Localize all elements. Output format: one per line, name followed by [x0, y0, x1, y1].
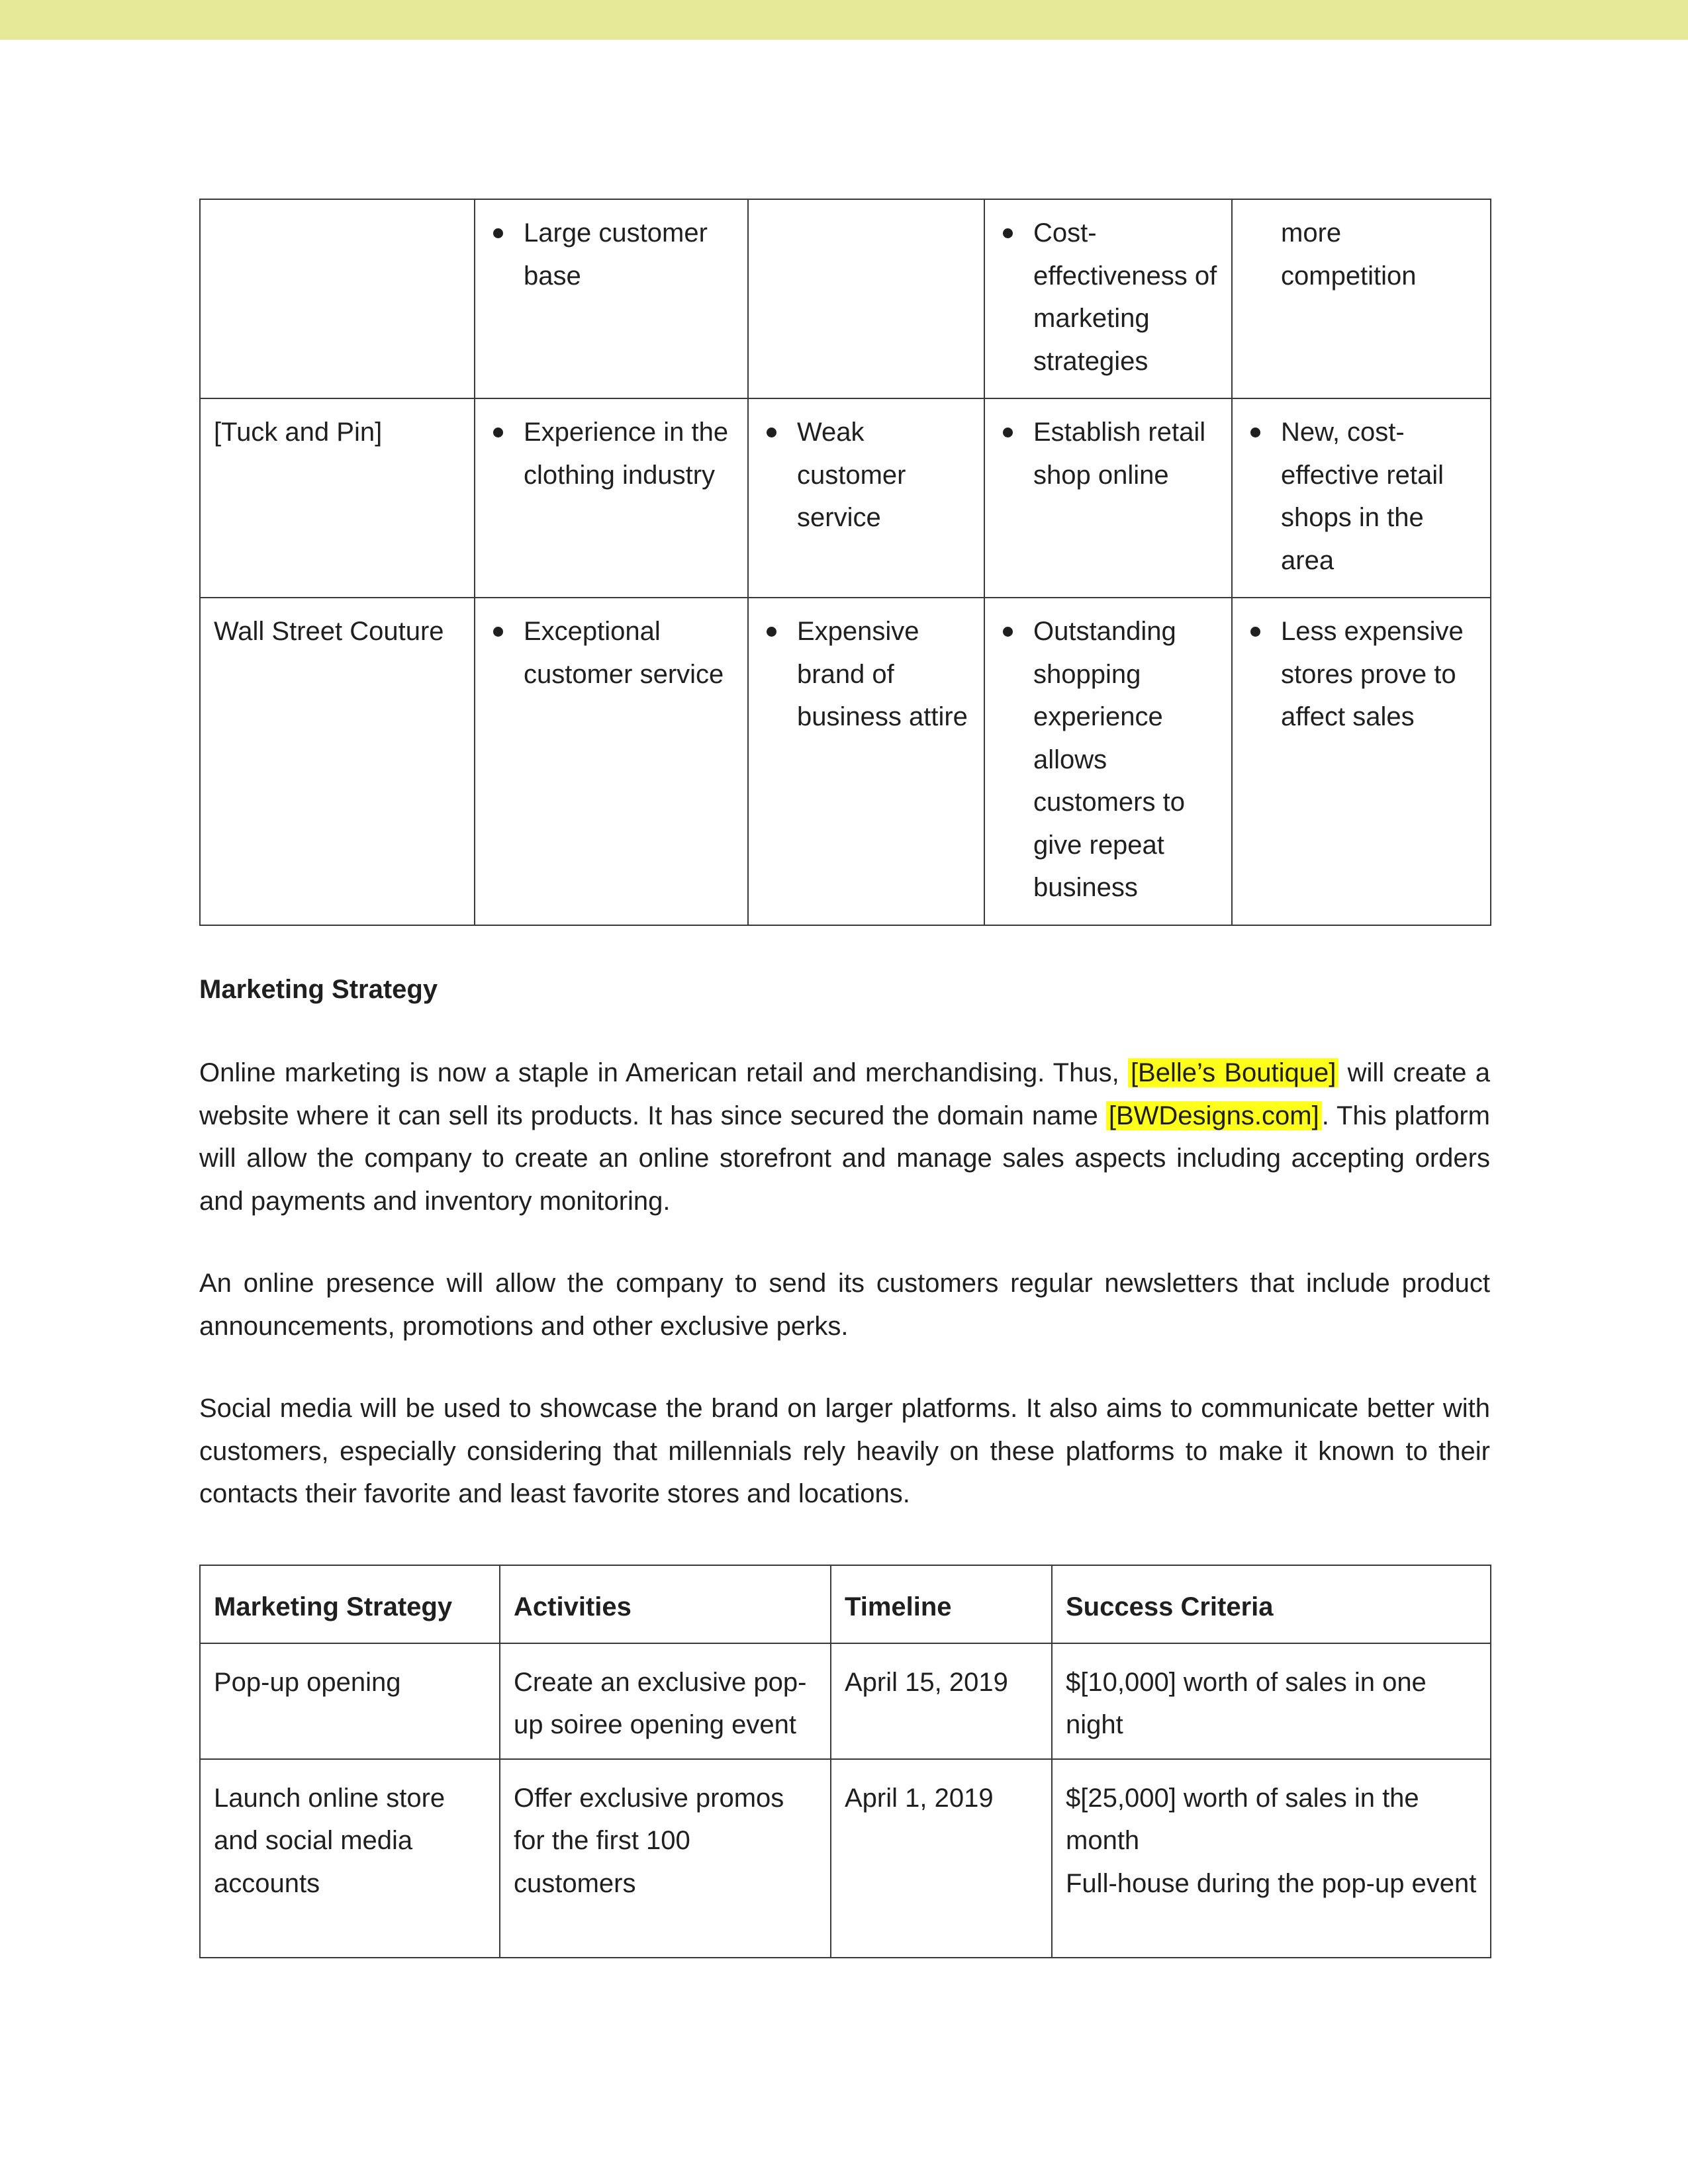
strengths-cell	[475, 199, 748, 398]
domain-name-highlight: [BWDesigns.com]	[1106, 1101, 1322, 1130]
criteria-line: $[10,000] worth of sales in one night	[1066, 1667, 1427, 1739]
header-cell: Marketing Strategy	[200, 1565, 500, 1643]
paragraph-social-media: Social media will be used to showcase the brand on larger platforms. It also aims to communicate better with customers, especially considering that millennials rely heavily on these platforms to make it known to their contacts their favorite and least favorite stores and locations.	[199, 1394, 1490, 1508]
competitor-cell: Wall Street Couture	[200, 598, 475, 925]
opportunities-cell	[984, 398, 1232, 598]
timeline-cell: April 1, 2019	[831, 1759, 1052, 1958]
list-item: Cost-effectiveness of marketing strategies	[998, 212, 1218, 383]
opportunities-cell	[984, 598, 1232, 925]
section-heading: Marketing Strategy	[199, 975, 438, 1004]
table-row	[200, 1759, 1491, 1958]
opportunities-cell	[984, 199, 1232, 398]
header-cell: Timeline	[831, 1565, 1052, 1643]
paragraph-text: Online marketing is now a staple in American retail and merchandising. Thus,	[199, 1058, 1128, 1087]
paragraph-text: will create a website where it can sell its products. It has since secured the domain name	[199, 1058, 1491, 1130]
top-color-band	[0, 0, 1688, 40]
threats-cell	[1232, 199, 1491, 398]
paragraph-text: . This platform will allow the company to create an online storefront and manage sales aspects including accepting orders and payments and inventory monitoring.	[199, 1101, 1490, 1216]
page-content	[199, 199, 1490, 1958]
table-row	[200, 598, 1491, 925]
list-item: New, cost-effective retail shops in the area	[1246, 411, 1477, 582]
header-cell: Success Criteria	[1052, 1565, 1491, 1643]
criteria-line: Full-house during the pop-up event	[1066, 1868, 1477, 1898]
header-cell: Activities	[500, 1565, 831, 1643]
strengths-cell	[475, 598, 748, 925]
list-item: Expensive brand of business attire	[762, 610, 970, 739]
list-item: Outstanding shopping experience allows customers to give repeat business	[998, 610, 1218, 909]
activities-cell: Create an exclusive pop-up soiree opening event	[500, 1643, 831, 1759]
marketing-strategy-table	[199, 1565, 1491, 1958]
company-name-highlight: [Belle’s Boutique]	[1128, 1058, 1338, 1087]
paragraph-online-marketing	[199, 1052, 1490, 1222]
list-item: Less expensive stores prove to affect sales	[1246, 610, 1477, 739]
paragraph-online-presence: An online presence will allow the company to send its customers regular newsletters that include product announcements, promotions and other exclusive perks.	[199, 1269, 1490, 1341]
strengths-cell	[475, 398, 748, 598]
criteria-cell	[1052, 1643, 1491, 1759]
table-row	[200, 398, 1491, 598]
competitor-analysis-table	[199, 199, 1491, 926]
threats-cell	[1232, 598, 1491, 925]
criteria-cell	[1052, 1759, 1491, 1958]
timeline-cell: April 15, 2019	[831, 1643, 1052, 1759]
table-row	[200, 1643, 1491, 1759]
criteria-line: $[25,000] worth of sales in the month	[1066, 1783, 1419, 1855]
list-item: Exceptional customer service	[489, 610, 734, 696]
table-header-row	[200, 1565, 1491, 1643]
threats-cell	[1232, 398, 1491, 598]
weaknesses-cell	[748, 199, 984, 398]
list-item: Large customer base	[489, 212, 734, 297]
list-item: Weak customer service	[762, 411, 970, 539]
list-item: Experience in the clothing industry	[489, 411, 734, 496]
weaknesses-cell	[748, 398, 984, 598]
weaknesses-cell	[748, 598, 984, 925]
activities-cell: Offer exclusive promos for the first 100 customers	[500, 1759, 831, 1958]
competitor-cell: [Tuck and Pin]	[200, 398, 475, 598]
list-item: Establish retail shop online	[998, 411, 1218, 496]
threats-continued-text: more competition	[1281, 218, 1417, 291]
competitor-cell	[200, 199, 475, 398]
strategy-cell: Launch online store and social media accounts	[200, 1759, 500, 1958]
table-row	[200, 199, 1491, 398]
strategy-cell: Pop-up opening	[200, 1643, 500, 1759]
